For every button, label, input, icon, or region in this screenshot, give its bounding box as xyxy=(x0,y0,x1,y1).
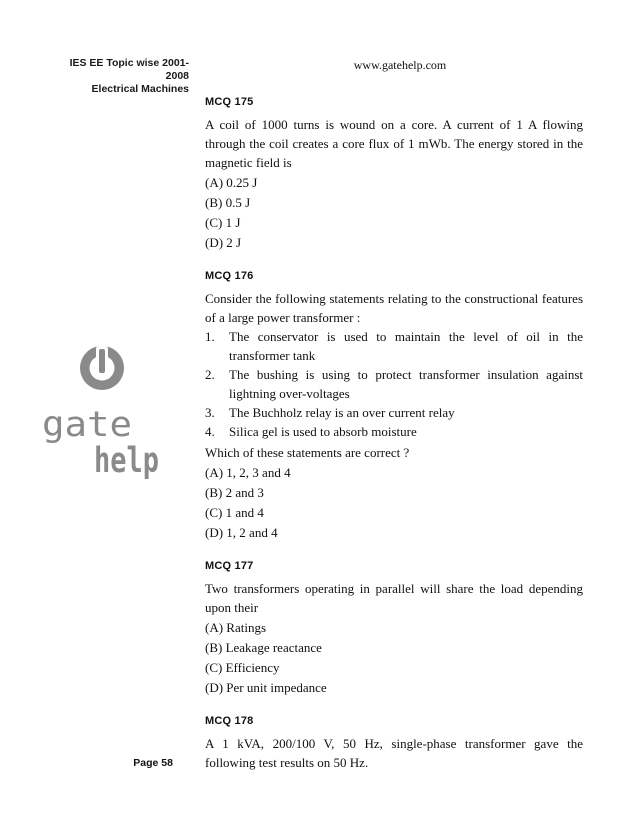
question-number: MCQ 176 xyxy=(205,270,254,282)
question-prompt: Which of these statements are correct ? xyxy=(205,445,410,460)
gatehelp-logo xyxy=(42,343,162,481)
answer-option: (A) 0.25 J xyxy=(205,175,258,190)
statement-item xyxy=(205,422,583,441)
header-website-link[interactable]: www.gatehelp.com xyxy=(353,58,447,72)
statement-number: 4. xyxy=(205,424,215,439)
question-stem: Two transformers operating in parallel will share the load depending upon their xyxy=(205,581,583,615)
header-subject: Electrical Machines xyxy=(91,83,189,95)
question-number: MCQ 177 xyxy=(205,560,254,572)
question-stem: Consider the following statements relating to the constructional features of a large power transformer : xyxy=(205,291,583,325)
statement-item xyxy=(205,403,583,422)
question-number: MCQ 175 xyxy=(205,96,254,108)
questions-column xyxy=(205,95,583,772)
logo-word-help: help xyxy=(94,441,159,481)
header-series-title: IES EE Topic wise 2001-2008 xyxy=(69,57,189,82)
logo-word-gate: gate xyxy=(42,405,132,445)
question-stem: A coil of 1000 turns is wound on a core. A current of 1 A flowing through the coil creates a core flux of 1 mWb. The energy stored in the magnetic field is xyxy=(205,117,583,170)
answer-option: (A) Ratings xyxy=(205,620,267,635)
question-block xyxy=(205,714,583,772)
answer-option: (A) 1, 2, 3 and 4 xyxy=(205,465,291,480)
answer-option: (B) Leakage reactance xyxy=(205,640,322,655)
statement-text: The Buchholz relay is an over current relay xyxy=(229,405,455,420)
answer-option: (D) Per unit impedance xyxy=(205,680,327,695)
statement-text: The conservator is used to maintain the level of oil in the transformer tank xyxy=(229,329,583,363)
statement-item xyxy=(205,365,583,403)
question-block xyxy=(205,269,583,542)
statement-number: 2. xyxy=(205,367,215,382)
answer-option: (D) 1, 2 and 4 xyxy=(205,525,278,540)
statement-text: Silica gel is used to absorb moisture xyxy=(229,424,417,439)
answer-option: (C) Efficiency xyxy=(205,660,280,675)
statement-number: 3. xyxy=(205,405,215,420)
answer-option: (B) 2 and 3 xyxy=(205,485,264,500)
answer-option: (C) 1 J xyxy=(205,215,241,230)
power-icon xyxy=(80,346,124,390)
statement-text: The bushing is using to protect transformer insulation against lightning over-voltages xyxy=(229,367,583,401)
answer-option: (D) 2 J xyxy=(205,235,242,250)
question-block xyxy=(205,95,583,252)
question-number: MCQ 178 xyxy=(205,715,254,727)
statement-number: 1. xyxy=(205,329,215,344)
page-number: Page 58 xyxy=(133,757,173,769)
statement-list xyxy=(205,327,583,441)
answer-option: (C) 1 and 4 xyxy=(205,505,264,520)
question-block xyxy=(205,559,583,697)
answer-option: (B) 0.5 J xyxy=(205,195,251,210)
running-header xyxy=(47,57,189,96)
question-stem: A 1 kVA, 200/100 V, 50 Hz, single-phase transformer gave the following test results on 50 Hz. xyxy=(205,736,583,770)
statement-item xyxy=(205,327,583,365)
